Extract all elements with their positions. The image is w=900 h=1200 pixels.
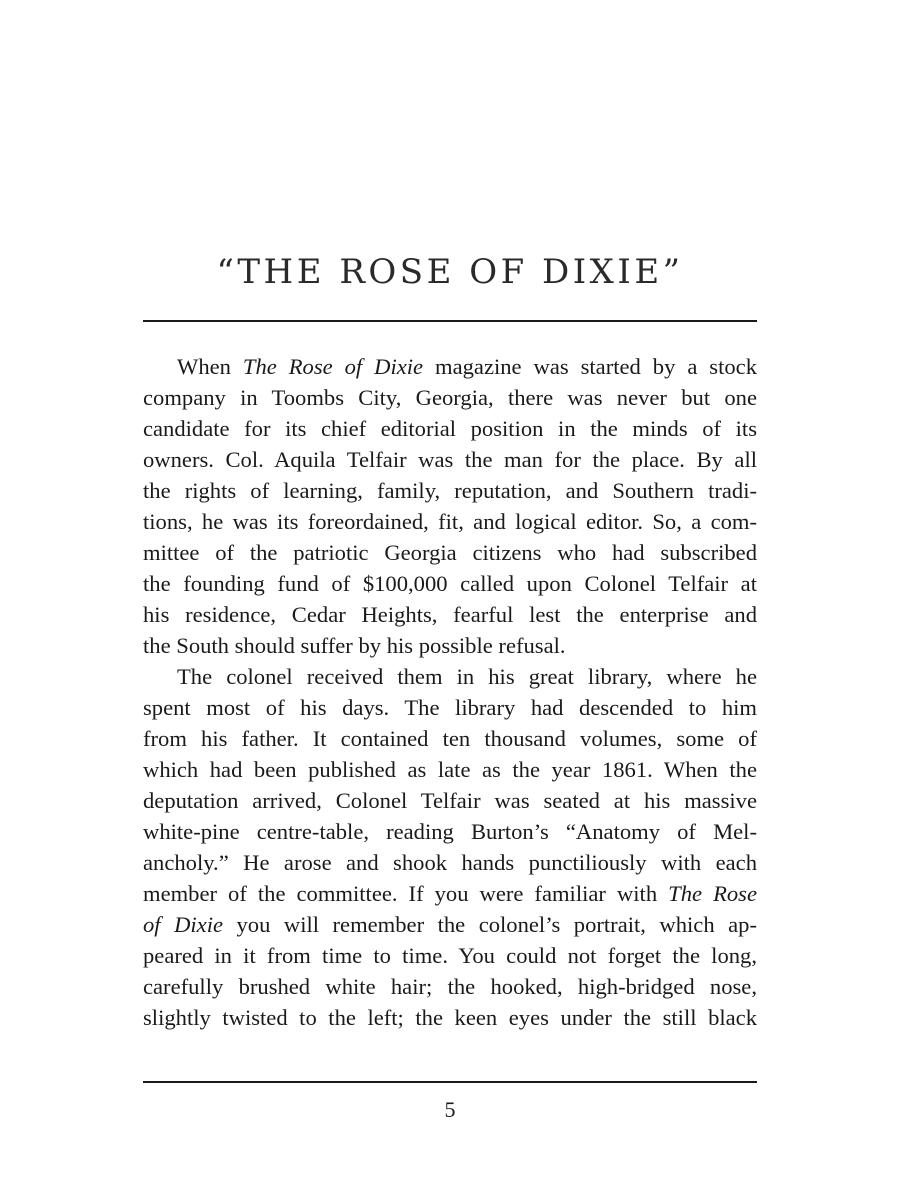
text-line: mittee of the patriotic Georgia citizens who had subscribed xyxy=(143,540,757,565)
text-line: candidate for its chief editorial position in the minds of its xyxy=(143,416,757,441)
text-line: owners. Col. Aquila Telfair was the man for the place. By all xyxy=(143,447,757,472)
text-line: peared in it from time to time. You could not forget the long, xyxy=(143,943,757,968)
italic-title: The Rose of Dixie xyxy=(242,354,424,379)
top-rule xyxy=(143,320,757,322)
chapter-title: “THE ROSE OF DIXIE” xyxy=(216,252,684,292)
text-line: which had been published as late as the year 1861. When the xyxy=(143,757,757,782)
text-line: the rights of learning, family, reputation, and Southern tradi- xyxy=(143,478,757,503)
text-line: from his father. It contained ten thousand volumes, some of xyxy=(143,726,757,751)
text-line: slightly twisted to the left; the keen eyes under the still black xyxy=(143,1005,757,1030)
text-line: carefully brushed white hair; the hooked, high-bridged nose, xyxy=(143,974,757,999)
text-line: member of the committee. If you were familiar with The Rose xyxy=(143,881,757,906)
text-line: deputation arrived, Colonel Telfair was seated at his massive xyxy=(143,788,757,813)
body-text xyxy=(143,351,757,1033)
text-line: company in Toombs City, Georgia, there was never but one xyxy=(143,385,757,410)
text-line: tions, he was its foreordained, fit, and logical editor. So, a com- xyxy=(143,509,757,534)
text-line: his residence, Cedar Heights, fearful lest the enterprise and xyxy=(143,602,757,627)
bottom-rule xyxy=(143,1081,757,1083)
italic-title: of Dixie xyxy=(143,912,223,937)
text-line: of Dixie you will remember the colonel’s portrait, which ap- xyxy=(143,912,757,937)
text-line: the founding fund of $100,000 called upon Colonel Telfair at xyxy=(143,571,757,596)
italic-title: The Rose xyxy=(668,881,757,906)
text-line: ancholy.” He arose and shook hands punctiliously with each xyxy=(143,850,757,875)
page-number: 5 xyxy=(444,1097,456,1122)
text-line: white-pine centre-table, reading Burton’s “Anatomy of Mel- xyxy=(143,819,757,844)
text-line: spent most of his days. The library had descended to him xyxy=(143,695,757,720)
text-line: the South should suffer by his possible refusal. xyxy=(143,633,566,658)
text-line: When The Rose of Dixie magazine was started by a stock xyxy=(177,354,757,379)
text-line: The colonel received them in his great library, where he xyxy=(177,664,757,689)
